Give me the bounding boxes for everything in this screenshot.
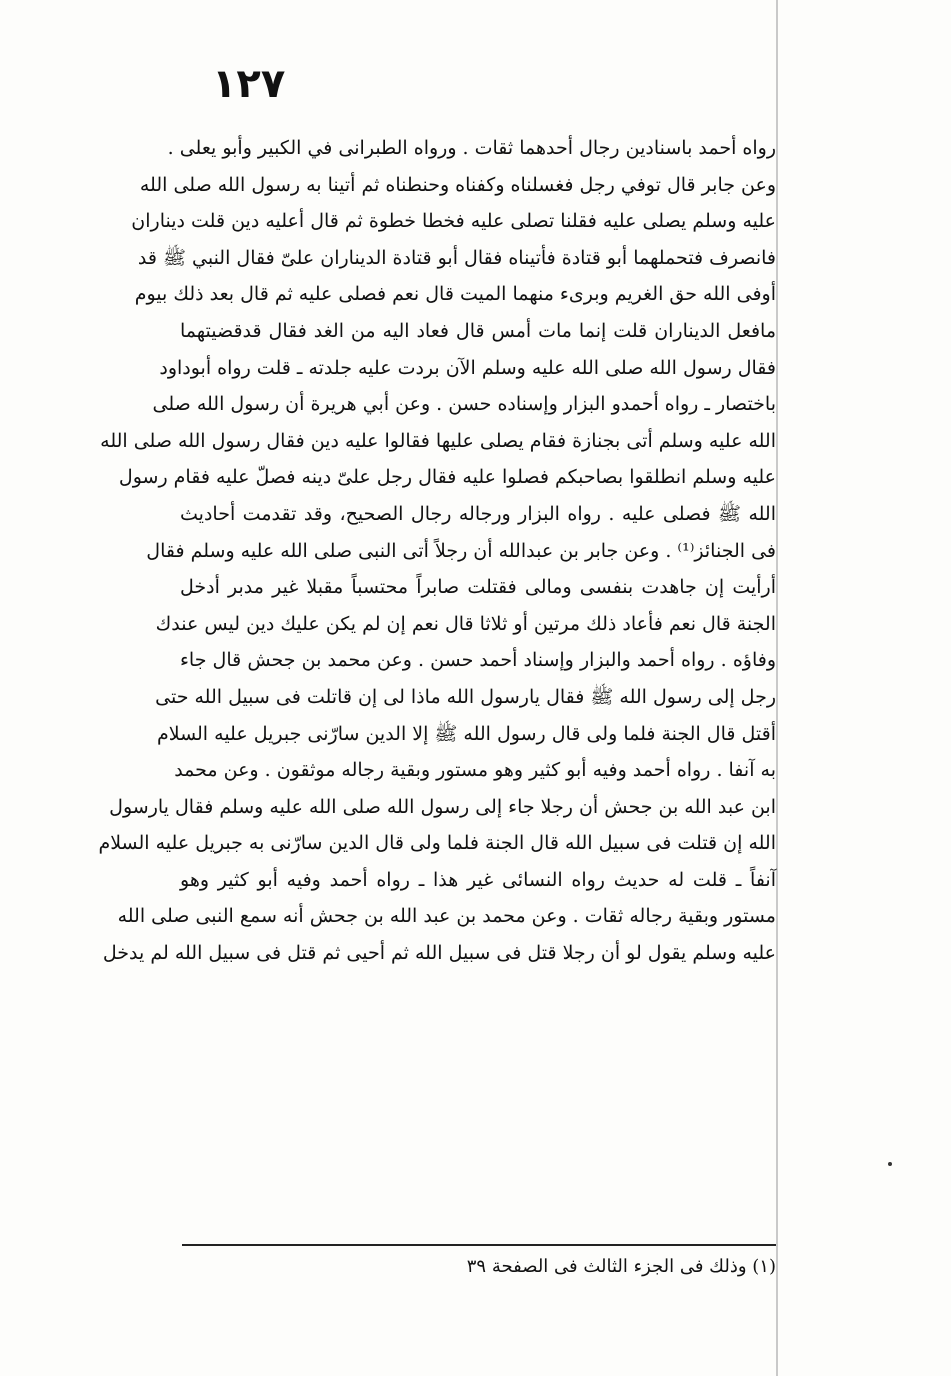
body-text	[98, 130, 776, 1240]
text-line: أرأيت إن جاهدت بنفسى ومالى فقتلت صابراً محتسباً مقبلا غير مدبر أدخل	[180, 576, 776, 599]
text-line: فانصرف فتحملهما أبو قتادة فأتيناه فقال أبو قتادة الديناران علىّ فقال النبي ﷺ قد	[137, 246, 776, 269]
text-line: الله عليه وسلم أتى بجنازة فقام يصلى عليها فقالوا عليه دين فقال رسول الله صلى الله	[100, 429, 776, 452]
text-line: ابن عبد الله بن جحش أن رجلا جاء إلى رسول الله صلى الله عليه وسلم فقال يارسول	[109, 795, 776, 818]
text-line: رواه أحمد باسنادين رجال أحدهما ثقات . ورواه الطبرانى في الكبير وأبو يعلى .	[167, 137, 776, 159]
footnote-separator	[182, 1244, 776, 1246]
text-line: أقتل قال الجنة فلما ولى قال رسول الله ﷺ إلا الدين سارّنى جبريل عليه السلام	[156, 722, 776, 745]
footnote: (١) وذلك فى الجزء الثالث فى الصفحة ٣٩	[466, 1256, 776, 1277]
text-line: وفاؤه . رواه أحمد والبزار وإسناد أحمد حسن . وعن محمد بن جحش قال جاء	[180, 649, 776, 672]
scan-edge-line	[776, 0, 778, 1376]
text-line: الجنة قال نعم فأعاد ذلك مرتين أو ثلاثا قال نعم إن لم يكن عليك دين ليس عندك	[155, 612, 776, 635]
text-line: به آنفا . رواه أحمد وفيه أبو كثير وهو مستور وبقية رجاله موثقون . وعن محمد	[174, 759, 776, 782]
text-line: عليه وسلم انطلقوا بصاحبكم فصلوا عليه فقال رجل علىّ دينه فصلّ عليه فقام رسول	[118, 466, 776, 489]
text-line: عليه وسلم يقول لو أن رجلا قتل فى سبيل الله ثم أحيى ثم قتل فى سبيل الله لم يدخل	[102, 942, 776, 965]
text-line: الله إن قتلت فى سبيل الله قال الجنة فلما ولى قال الدين سارّنى به جبريل عليه السلام	[98, 832, 776, 855]
text-line: عليه وسلم يصلى عليه فقلنا تصلى عليه فخطا خطوة ثم قال أعليه دين قلت ديناران	[131, 210, 776, 233]
page-number: ١٢٧	[212, 61, 286, 107]
text-line: مستور وبقية رجاله ثقات . وعن محمد بن عبد الله بن جحش أنه سمع النبى صلى الله	[117, 905, 776, 928]
text-line: آنفاً ـ قلت له حديث رواه النسائى غير هذا ـ رواه أحمد وفيه أبو كثير وهو	[180, 868, 776, 891]
text-line: فقال رسول الله صلى الله عليه وسلم الآن بردت عليه جلدته ـ قلت رواه أبوداود	[159, 356, 776, 379]
text-line: وعن جابر قال توفي رجل فغسلناه وكفناه وحنطناه ثم أتينا به رسول الله صلى الله	[139, 173, 776, 196]
text-line: رجل إلى رسول الله ﷺ فقال يارسول الله ماذا لى إن قاتلت فى سبيل الله حتى	[155, 685, 776, 708]
text-line: فى الجنائز⁽¹⁾ . وعن جابر بن عبدالله أن رجلاً أتى النبى صلى الله عليه وسلم فقال	[146, 539, 776, 562]
ink-speck	[888, 1162, 892, 1166]
text-line: باختصار ـ رواه أحمدو البزار وإسناده حسن . وعن أبي هريرة أن رسول الله صلى	[152, 393, 776, 416]
text-line: أوفى الله حق الغريم وبرىء منهما الميت قال نعم فصلى عليه ثم قال بعد ذلك بيوم	[134, 283, 776, 306]
text-line: مافعل الديناران قلت إنما مات أمس قال فعاد اليه من الغد فقال قدقضيتهما	[180, 319, 776, 342]
text-line: الله ﷺ فصلى عليه . رواه البزار ورجاله رجال الصحيح، وقد تقدمت أحاديث	[180, 502, 776, 525]
